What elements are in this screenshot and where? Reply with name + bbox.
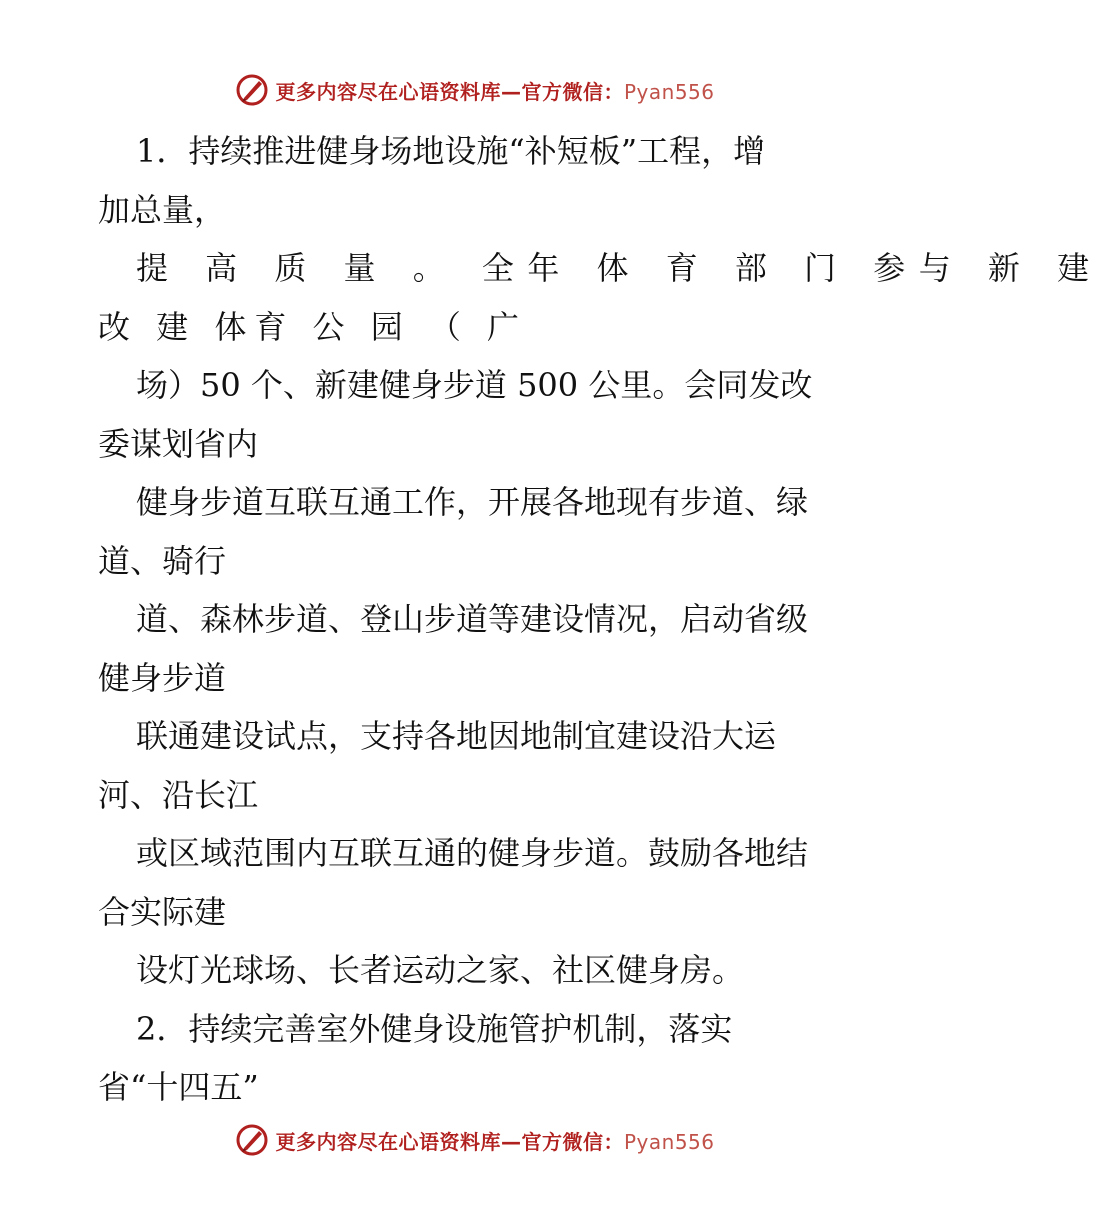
text-line: 场）50 个、新建健身步道 500 公里。会同发改 bbox=[136, 366, 813, 404]
footer-watermark bbox=[0, 1120, 950, 1160]
text-line: 设灯光球场、长者运动之家、社区健身房。 bbox=[136, 951, 745, 989]
header-watermark bbox=[0, 70, 950, 110]
watermark-text: 更多内容尽在心语资料库—官方微信：Pyan556 bbox=[275, 79, 715, 104]
text-line: 河、沿长江 bbox=[98, 775, 259, 814]
quill-logo-icon bbox=[235, 73, 269, 107]
text-line: 加总量， bbox=[98, 190, 227, 229]
text-line: 道、森林步道、登山步道等建设情况，启动省级 bbox=[136, 600, 809, 638]
text-line: 联通建设试点，支持各地因地制宜建设沿大运 bbox=[136, 717, 777, 755]
text-line: 或区域范围内互联互通的健身步道。鼓励各地结 bbox=[136, 834, 809, 872]
document-body bbox=[98, 122, 1103, 1117]
watermark-text: 更多内容尽在心语资料库—官方微信：Pyan556 bbox=[275, 1129, 715, 1154]
quill-logo-icon bbox=[235, 1123, 269, 1157]
text-line: 健身步道互联互通工作，开展各地现有步道、绿 bbox=[136, 483, 809, 521]
text-line: 省“十四五” bbox=[98, 1068, 259, 1106]
text-line: 健身步道 bbox=[98, 658, 227, 697]
text-line: 道、骑行 bbox=[98, 541, 227, 580]
text-line: 改 建 体育 公 园 （ 广 bbox=[98, 307, 528, 346]
text-line: 委谋划省内 bbox=[98, 424, 259, 463]
text-line: 1．持续推进健身场地设施“补短板”工程，增 bbox=[136, 132, 766, 170]
text-line: 提 高 质 量 。 全年 体 育 部 门 参与 新 建 bbox=[136, 249, 1103, 287]
text-line: 2．持续完善室外健身设施管护机制，落实 bbox=[136, 1009, 733, 1048]
text-line: 合实际建 bbox=[98, 892, 227, 931]
